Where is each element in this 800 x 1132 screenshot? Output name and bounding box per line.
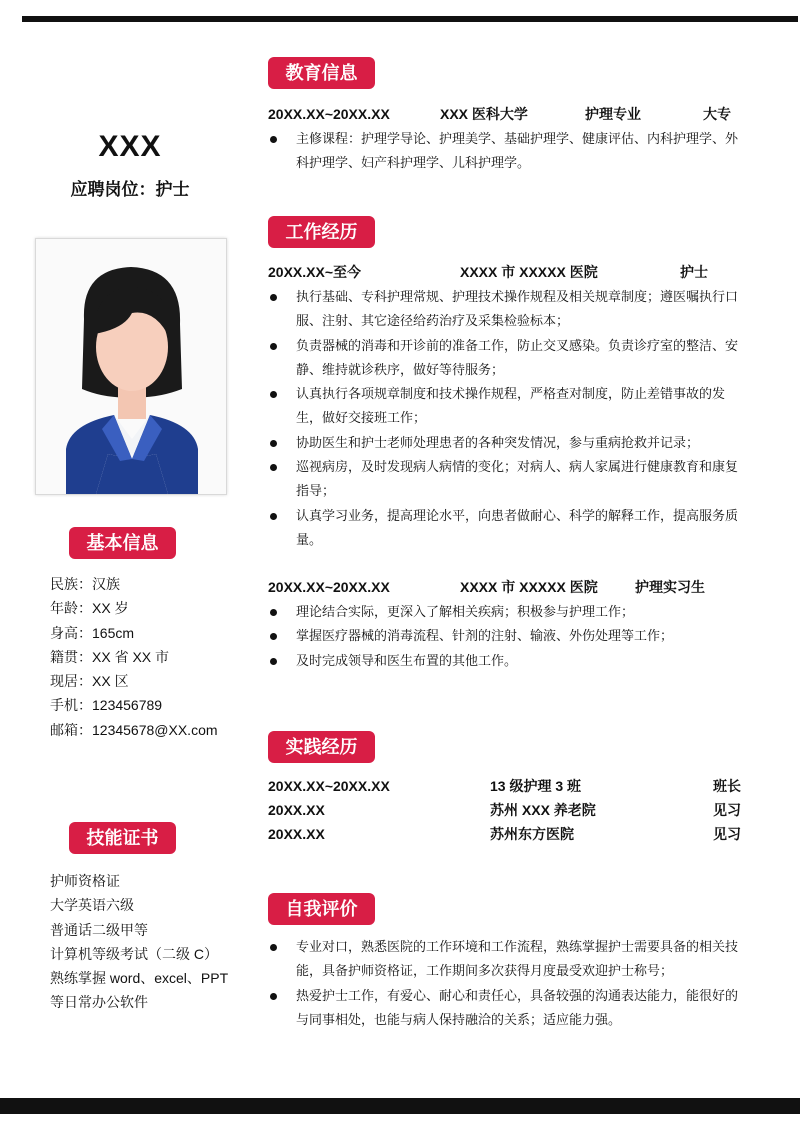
work-1-bullets [268,285,748,552]
work-2-bullet: 及时完成领导和医生布置的其他工作。 [268,649,748,673]
basic-info-residence: 现居：XX 区 [50,673,129,690]
bullet-dot-icon [270,391,277,398]
skill-item: 护师资格证 [50,873,120,889]
bullet-dot-icon [270,993,277,1000]
section-tag-practice: 实践经历 [268,731,375,763]
work-1-role: 护士 [680,264,708,280]
skill-item: 等日常办公软件 [50,994,148,1011]
work-2-bullet: 理论结合实际，更深入了解相关疾病；积极参与护理工作； [268,600,748,624]
applied-position: 应聘岗位：护士 [70,180,190,199]
skills-list [50,869,228,1015]
bullet-dot-icon [270,294,277,301]
practice-1-place: 13 级护理 3 班 [490,778,582,794]
basic-info-list [50,572,218,742]
basic-info-ethnicity: 民族：汉族 [50,576,120,592]
work-2-role: 护理实习生 [635,579,705,595]
practice-1-role: 班长 [713,778,741,794]
skill-item: 熟练掌握 word、excel、PPT [50,970,229,987]
practice-2-role: 见习 [713,802,741,818]
practice-3-place: 苏州东方医院 [490,826,574,842]
education-school: XXX 医科大学 [440,106,528,122]
top-divider-bar [22,16,798,22]
self-eval-bullet: 热爱护士工作，有爱心、耐心和责任心，具备较强的沟通表达能力，能很好的与同事相处，也能与病人保持融洽的关系；适应能力强。 [268,984,748,1033]
work-2-date: 20XX.XX~20XX.XX [268,579,390,595]
section-tag-work: 工作经历 [268,216,375,248]
section-tag-skills: 技能证书 [69,822,176,854]
work-1-bullet: 协助医生和护士老师处理患者的各种突发情况，参与重病抢救并记录； [268,431,748,455]
work-2-org: XXXX 市 XXXXX 医院 [460,579,598,595]
bullet-dot-icon [270,658,277,665]
avatar-illustration [36,239,226,494]
section-tag-basic-info: 基本信息 [69,527,176,559]
skill-item: 普通话二级甲等 [50,921,148,938]
bullet-dot-icon [270,944,277,951]
candidate-name: XXX [98,130,162,163]
basic-info-height: 身高：165cm [50,624,135,641]
basic-info-age: 年龄：XX 岁 [50,600,129,617]
work-2-bullet: 掌握医疗器械的消毒流程、针剂的注射、输液、外伤处理等工作； [268,624,748,648]
bullet-dot-icon [270,609,277,616]
section-tag-education: 教育信息 [268,57,375,89]
work-1-bullet: 负责器械的消毒和开诊前的准备工作，防止交叉感染。负责诊疗室的整洁、安静、维持就诊秩序，做好等待服务； [268,334,748,383]
work-1-bullet: 认真执行各项规章制度和技术操作规程，严格查对制度，防止差错事故的发生，做好交接班工作； [268,382,748,431]
practice-3-date: 20XX.XX [268,826,325,842]
work-1-bullet: 认真学习业务，提高理论水平，向患者做耐心、科学的解释工作，提高服务质量。 [268,504,748,553]
bullet-dot-icon [270,513,277,520]
education-major: 护理专业 [585,106,641,122]
practice-3-role: 见习 [713,826,741,842]
work-1-date: 20XX.XX~至今 [268,264,361,280]
education-bullet: 主修课程：护理学导论、护理美学、基础护理学、健康评估、内科护理学、外科护理学、妇产科护理学、儿科护理学。 [268,127,748,176]
skill-item: 大学英语六级 [50,897,134,914]
self-eval-bullets [268,935,748,1032]
practice-2-date: 20XX.XX [268,802,325,818]
bottom-divider-bar [0,1098,800,1114]
self-eval-bullet: 专业对口，熟悉医院的工作环境和工作流程，熟练掌握护士需要具备的相关技能，具备护师资格证，工作期间多次获得月度最受欢迎护士称号； [268,935,748,984]
bullet-dot-icon [270,633,277,640]
work-1-org: XXXX 市 XXXXX 医院 [460,264,598,280]
basic-info-phone: 手机：123456789 [50,697,163,714]
bullet-dot-icon [270,343,277,350]
work-1-bullet: 巡视病房，及时发现病人病情的变化；对病人、病人家属进行健康教育和康复指导； [268,455,748,504]
work-2-bullets [268,600,748,673]
education-degree: 大专 [703,106,731,122]
work-1-bullet: 执行基础、专科护理常规、护理技术操作规程及相关规章制度；遵医嘱执行口服、注射、其它途径给药治疗及采集检验标本； [268,285,748,334]
practice-1-date: 20XX.XX~20XX.XX [268,778,390,794]
bullet-dot-icon [270,136,277,143]
bullet-dot-icon [270,440,277,447]
section-tag-self-eval: 自我评价 [268,893,375,925]
practice-2-place: 苏州 XXX 养老院 [490,802,596,818]
profile-photo [35,238,227,495]
basic-info-email: 邮箱：12345678@XX.com [50,721,218,738]
basic-info-hometown: 籍贯：XX 省 XX 市 [50,648,170,665]
education-bullets [268,127,748,176]
skill-item: 计算机等级考试（二级 C） [50,945,218,962]
education-date: 20XX.XX~20XX.XX [268,106,390,122]
bullet-dot-icon [270,464,277,471]
